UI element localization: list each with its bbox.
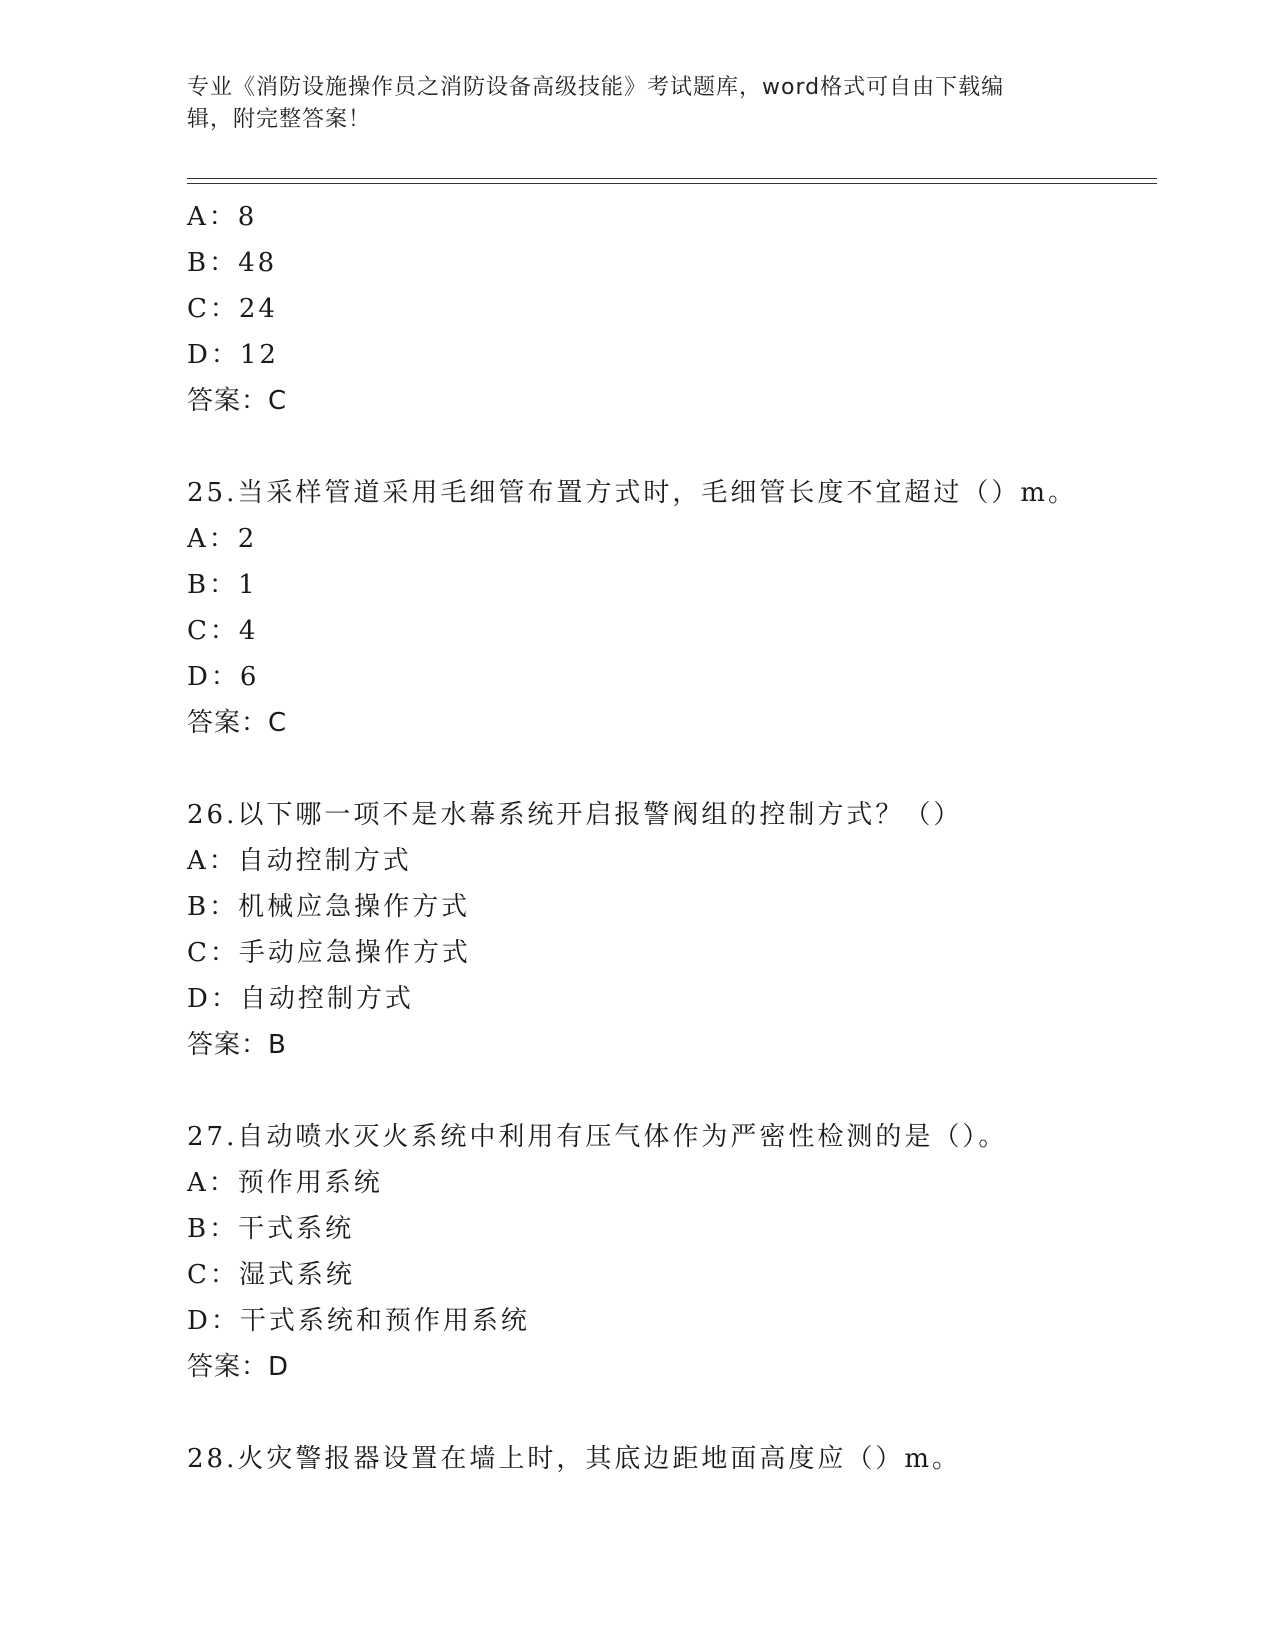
header-divider-bottom	[187, 183, 1157, 184]
answer: 答案：C	[187, 708, 288, 738]
option-d: D：12	[187, 340, 279, 370]
option-b: B：机械应急操作方式	[187, 892, 471, 922]
header-line-1: 专业《消防设施操作员之消防设备高级技能》考试题库，word格式可自由下载编	[187, 75, 1005, 100]
answer: 答案：B	[187, 1030, 287, 1060]
question-text: 27.自动喷水灭火系统中利用有压气体作为严密性检测的是（）。	[187, 1122, 1008, 1152]
spacer	[187, 1390, 1187, 1436]
partial-question	[187, 194, 1187, 424]
question-text: 26.以下哪一项不是水幕系统开启报警阀组的控制方式？（）	[187, 800, 963, 830]
answer: 答案：D	[187, 1352, 290, 1382]
spacer	[187, 746, 1187, 792]
header-divider-top	[187, 178, 1157, 179]
question-28	[187, 1436, 1187, 1482]
option-c: C：24	[187, 294, 278, 324]
question-27	[187, 1114, 1187, 1390]
option-a: A：预作用系统	[187, 1168, 383, 1198]
option-d: D：干式系统和预作用系统	[187, 1306, 530, 1336]
option-c: C：4	[187, 616, 259, 646]
option-b: B：1	[187, 570, 258, 600]
spacer	[187, 424, 1187, 470]
spacer	[187, 1068, 1187, 1114]
question-text: 25.当采样管道采用毛细管布置方式时，毛细管长度不宜超过（）m。	[187, 478, 1078, 508]
option-c: C：湿式系统	[187, 1260, 355, 1290]
option-d: D：自动控制方式	[187, 984, 414, 1014]
option-b: B：干式系统	[187, 1214, 355, 1244]
header-line-2: 辑，附完整答案！	[187, 107, 372, 132]
option-a: A：2	[187, 524, 258, 554]
option-a: A：自动控制方式	[187, 846, 412, 876]
option-b: B：48	[187, 248, 278, 278]
document-header	[187, 72, 1087, 136]
answer: 答案：C	[187, 386, 288, 416]
option-a: A：8	[187, 202, 258, 232]
option-d: D：6	[187, 662, 260, 692]
option-c: C：手动应急操作方式	[187, 938, 471, 968]
question-26	[187, 792, 1187, 1068]
question-25	[187, 470, 1187, 746]
question-list	[187, 194, 1187, 1482]
question-text: 28.火灾警报器设置在墙上时，其底边距地面高度应（）m。	[187, 1444, 962, 1474]
